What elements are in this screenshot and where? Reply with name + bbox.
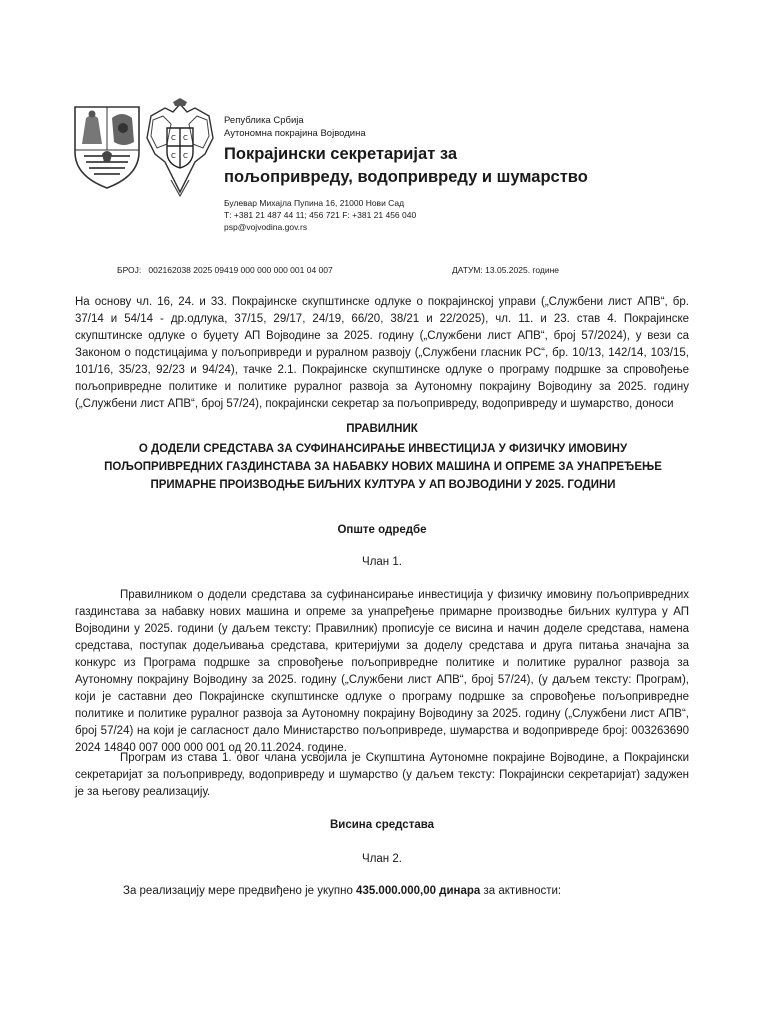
section-heading-general: Опште одредбе [337,524,427,536]
funding-amount: 435.000.000,00 динара [356,885,481,897]
contact-block [224,197,416,233]
address: Булевар Михајла Пупина 16, 21000 Нови Сад [224,198,405,208]
funding-text-after: за активности: [480,885,562,897]
province-label: Аутономна покрајина Војводина [224,128,366,139]
svg-text:С: С [171,152,176,160]
funding-text-before: За реализацију мере предвиђено је укупно [123,885,357,897]
svg-text:С: С [183,152,188,160]
svg-text:С: С [171,134,176,142]
svg-text:С: С [183,134,188,142]
secretariat-name-line-1: Покрајински секретаријат за [224,145,458,163]
issuer-block [224,114,644,189]
funding-sentence [123,885,561,897]
document-subtitle: О ДОДЕЛИ СРЕДСТАВА ЗА СУФИНАНСИРАЊЕ ИНВЕСТИЦИЈА У ФИЗИЧКУ ИМОВИНУ ПОЉОПРИВРЕДНИХ ГАЗДИНСТАВА ЗА НАБАВКУ НОВИХ МАШИНА И ОПРЕМЕ ЗА УНАПРЕЂЕЊЕ ПРИМАРНЕ ПРОИЗВОДЊЕ БИЉНИХ КУЛТУРА У АП ВОЈВОДИНИ У 2025. ГОДИНИ [104,443,662,491]
reference-number: БРОЈ: 002162038 2025 09419 000 000 000 001 04 007 [117,265,333,275]
republic-label: Република Србија [224,115,304,126]
article-1-paragraph-1: Правилником о додели средстава за суфинансирање инвестиција у физичку имовину пољопривредних газдинстава за набавку нових машина и опреме за унапређење примарне производње биљних култура у АП Војводини у 2025. години (у даљем тексту: Правилник) прописује се висина и начин доделе средстава, намена средстава, поступак додељивања средстава, критеријуми за доделу средстава и друга питања значајна за конкурс из Програма подршке за спровођење пољопривредне политике и политике руралног развоја за Аутономну покрајину Војводину за 2025. годину („Службени лист АПВ“, број 57/24), (у даљем тексту: Програм), који је саставни део Покрајинске скупштинске одлуке о програму подршке за спровођење пољопривредне политике и политике руралног развоја за Аутономну покрајину Војводину за 2025. годину („Службени лист АПВ“, број 57/24) на који је сагласност дало Министарство пољопривреде, шумарства и водопривреде број: 003263690 2024 14840 007 000 000 001 од 20.11.2024. године. [75,589,689,754]
document-title: ПРАВИЛНИК [346,423,418,435]
serbian-eagle-crest-icon [143,98,217,198]
email: psp@vojvodina.gov.rs [224,222,308,232]
article-2-heading: Члан 2. [362,853,402,865]
document-date: ДАТУМ: 13.05.2025. године [452,265,560,275]
vojvodina-coat-of-arms-icon [72,104,142,190]
article-1-paragraph-2: Програм из става 1. овог члана усвојила је Скупштина Аутономне покрајине Војводине, а Покрајински секретаријат за пољопривреду, водопривреду и шумарство (у даљем тексту: Покрајински секретаријат) задужен је за његову реализацију. [75,752,689,798]
phone-fax: Т: +381 21 487 44 11; 456 721 F: +381 21 456 040 [224,210,417,220]
preamble: На основу чл. 16, 24. и 33. Покрајинске скупштинске одлуке о покрајинској управи („Службени лист АПВ“, бр. 37/14 и 54/14 - др.одлука, 37/15, 29/17, 24/19, 66/20, 38/21 и 22/2025), чл. 11. и 23. став 4. Покрајинске скупштинске одлуке о буџету АП Војводине за 2025. годину („Службени лист АПВ“, број 57/2024), у вези са Законом о подстицајима у пољопривреди и руралном развоју („Службени гласник РС“, бр. 10/13, 142/14, 103/15, 101/16, 35/23, 92/23 и 94/24), тачке 2.1. Покрајинске скупштинске одлуке о програму подршке за спровођење пољопривредне политике и политике руралног развоја за Аутономну покрајину Војводину за 2025. годину („Службени лист АПВ“, број 57/24), покрајински секретар за пољопривреду, водопривреду и шумарство, доноси [75,296,689,410]
secretariat-name-line-2: пољопривреду, водопривреду и шумарство [224,168,588,186]
section-heading-funds: Висина средстава [329,819,435,831]
article-1-heading: Члан 1. [362,556,402,568]
